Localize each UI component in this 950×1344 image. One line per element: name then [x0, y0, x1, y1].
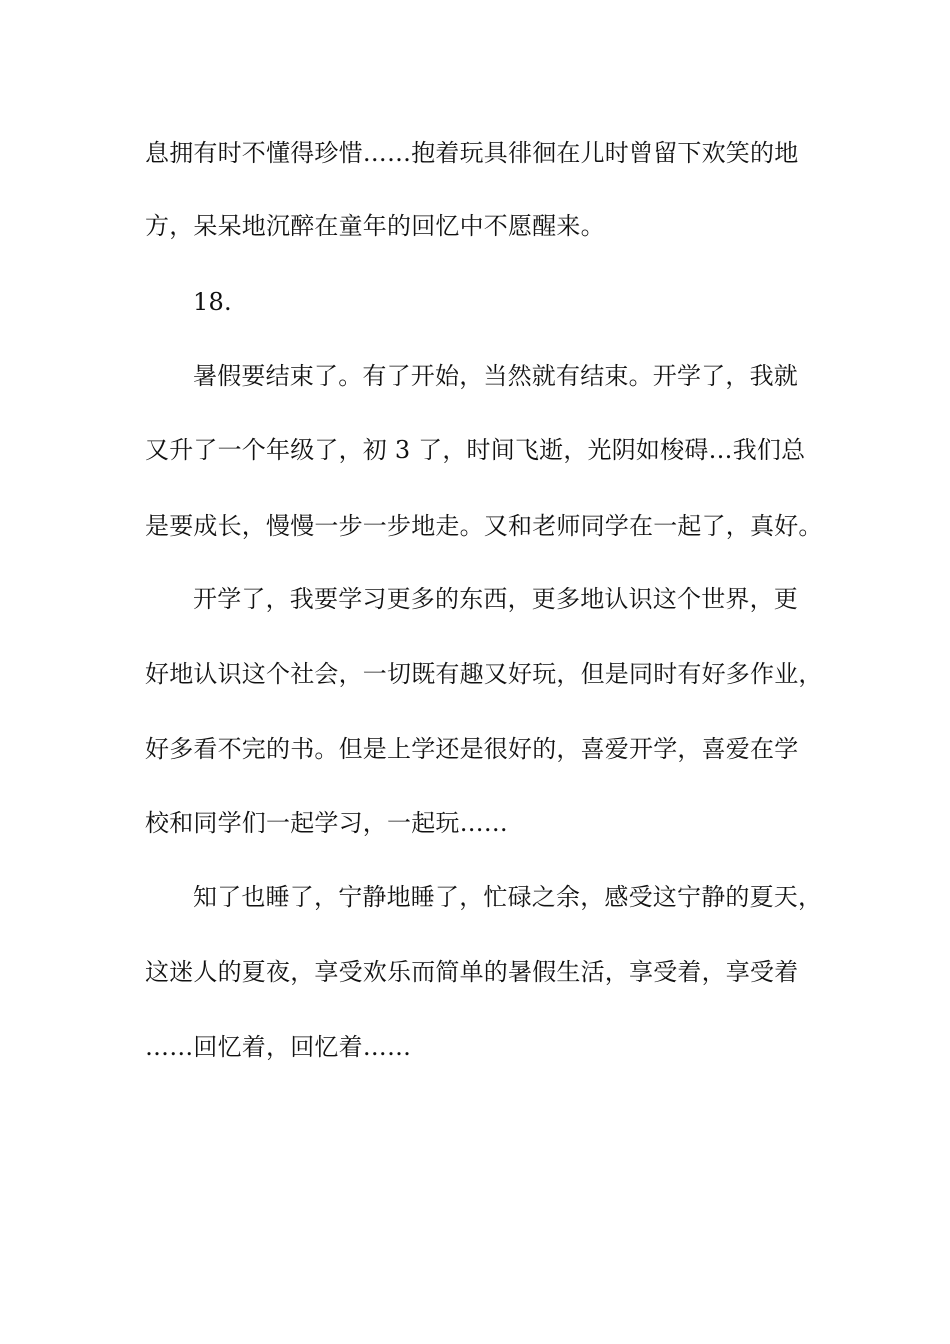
text-line: 校和同学们一起学习，一起玩…… — [145, 809, 508, 837]
text-line: 好多看不完的书。但是上学还是很好的，喜爱开学，喜爱在学 — [145, 735, 799, 763]
paragraph-start: 暑假要结束了。有了开始，当然就有结束。开学了，我就 — [193, 362, 798, 390]
text-line: ……回忆着，回忆着…… — [145, 1033, 412, 1061]
text-line: 是要成长，慢慢一步一步地走。又和老师同学在一起了，真好。 — [145, 512, 823, 540]
section-number: 18. — [193, 288, 232, 316]
text-line: 这迷人的夏夜，享受欢乐而简单的暑假生活，享受着，享受着 — [145, 958, 799, 986]
text-line: 又升了一个年级了，初 3 了，时间飞逝，光阴如梭碍…我们总 — [145, 436, 806, 464]
text-line: 息拥有时不懂得珍惜……抱着玩具徘徊在儿时曾留下欢笑的地 — [145, 139, 799, 167]
text-line: 好地认识这个社会，一切既有趣又好玩，但是同时有好多作业， — [145, 660, 823, 688]
text-line: 方，呆呆地沉醉在童年的回忆中不愿醒来。 — [145, 212, 605, 240]
paragraph-start: 知了也睡了，宁静地睡了，忙碌之余，感受这宁静的夏天， — [193, 883, 823, 911]
paragraph-start: 开学了，我要学习更多的东西，更多地认识这个世界，更 — [193, 585, 798, 613]
